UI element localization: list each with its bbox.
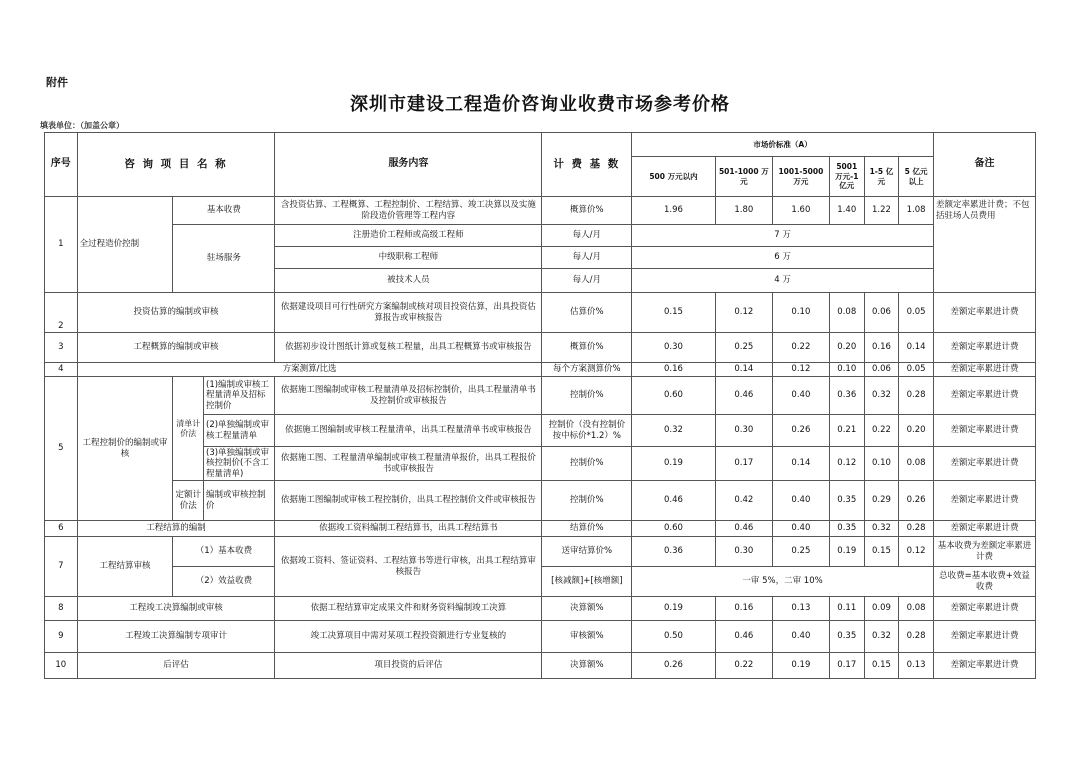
cell-value: 0.30 [715, 537, 772, 567]
row-basis: 决算额% [542, 653, 632, 679]
row-name: 工程竣工决算编制或审核 [77, 597, 275, 621]
cell-value: 0.30 [632, 333, 716, 363]
row-remark: 差额定率累进计费；不包括驻场人员费用 [933, 197, 1035, 293]
row-remark: 差额定率累进计费 [933, 415, 1035, 447]
cell-value: 0.28 [899, 621, 934, 653]
cell-value: 0.13 [772, 597, 829, 621]
cell-value: 0.35 [829, 521, 864, 537]
cell-value: 0.16 [632, 363, 716, 377]
row-remark: 差额定率累进计费 [933, 597, 1035, 621]
cell-value: 0.14 [772, 447, 829, 481]
cell-value: 0.17 [829, 653, 864, 679]
row-remark: 差额定率累进计费 [933, 621, 1035, 653]
row-remark: 差额定率累进计费 [933, 333, 1035, 363]
row-name: 后评估 [77, 653, 275, 679]
page-title: 深圳市建设工程造价咨询业收费市场参考价格 [350, 94, 730, 115]
header-c6: 5 亿元以上 [899, 157, 934, 197]
row-service: 依据工程结算审定成果文件和财务资料编制竣工决算 [275, 597, 542, 621]
header-market: 市场价标准（A） [632, 133, 934, 157]
cell-value: 一审 5%，二审 10% [632, 567, 934, 597]
cell-value: 0.21 [829, 415, 864, 447]
header-c1: 500 万元以内 [632, 157, 716, 197]
cell-value: 0.35 [829, 621, 864, 653]
cell-value: 0.26 [772, 415, 829, 447]
cell-value: 0.05 [899, 363, 934, 377]
row-name: 工程结算的编制 [77, 521, 275, 537]
cell-value: 0.40 [772, 377, 829, 415]
row-no: 8 [45, 597, 78, 621]
row-basis: 每人/月 [542, 247, 632, 269]
header-c2: 501-1000 万元 [715, 157, 772, 197]
row-service: 中级职称工程师 [275, 247, 542, 269]
cell-value: 1.80 [715, 197, 772, 225]
row-no: 7 [45, 537, 78, 597]
row-remark: 差额定率累进计费 [933, 447, 1035, 481]
cell-value: 0.14 [715, 363, 772, 377]
cell-value: 0.32 [864, 377, 899, 415]
row-service: 依据竣工资料编制工程结算书，出具工程结算书 [275, 521, 542, 537]
cell-value: 0.12 [715, 293, 772, 333]
table-row [45, 597, 1036, 621]
row-no: 6 [45, 521, 78, 537]
cell-value: 6 万 [632, 247, 934, 269]
header-basis: 计 费 基 数 [542, 133, 632, 197]
cell-value: 0.16 [715, 597, 772, 621]
cell-value: 1.40 [829, 197, 864, 225]
row-remark: 差额定率累进计费 [933, 377, 1035, 415]
cell-value: 0.08 [829, 293, 864, 333]
row-basis: 每个方案测算价% [542, 363, 632, 377]
row-basis: 送审结算价% [542, 537, 632, 567]
cell-value: 0.40 [772, 521, 829, 537]
header-c5: 1-5 亿元 [864, 157, 899, 197]
row-basis: [核减额]+[核增额] [542, 567, 632, 597]
row-group: 定额计价法 [173, 481, 204, 521]
cell-value: 0.10 [829, 363, 864, 377]
row-name: 工程概算的编制或审核 [77, 333, 275, 363]
cell-value: 0.28 [899, 377, 934, 415]
cell-value: 0.19 [632, 447, 716, 481]
row-no: 4 [45, 363, 78, 377]
cell-value: 0.12 [899, 537, 934, 567]
row-service: 项目投资的后评估 [275, 653, 542, 679]
row-remark: 差额定率累进计费 [933, 293, 1035, 333]
cell-value: 0.20 [899, 415, 934, 447]
cell-value: 0.08 [899, 597, 934, 621]
cell-value: 0.29 [864, 481, 899, 521]
cell-value: 0.16 [864, 333, 899, 363]
row-remark: 差额定率累进计费 [933, 521, 1035, 537]
cell-value: 0.26 [899, 481, 934, 521]
cell-value: 0.46 [632, 481, 716, 521]
header-c3: 1001-5000 万元 [772, 157, 829, 197]
cell-value: 0.19 [772, 653, 829, 679]
cell-value: 0.50 [632, 621, 716, 653]
row-sub: （2）效益收费 [173, 567, 275, 597]
attachment-label: 附件 [46, 76, 68, 89]
cell-value: 0.60 [632, 377, 716, 415]
cell-value: 0.32 [632, 415, 716, 447]
row-basis: 每人/月 [542, 269, 632, 293]
row-basis: 审核额% [542, 621, 632, 653]
cell-value: 0.32 [864, 621, 899, 653]
table-row [45, 225, 1036, 247]
cell-value: 0.11 [829, 597, 864, 621]
cell-value: 0.32 [864, 521, 899, 537]
row-name: 工程竣工决算编制专项审计 [77, 621, 275, 653]
row-name: 工程结算审核 [77, 537, 173, 597]
row-remark: 差额定率累进计费 [933, 653, 1035, 679]
header-service: 服务内容 [275, 133, 542, 197]
cell-value: 0.60 [632, 521, 716, 537]
row-no: 9 [45, 621, 78, 653]
cell-value: 0.12 [772, 363, 829, 377]
row-remark: 差额定率累进计费 [933, 363, 1035, 377]
row-name: 方案测算/比选 [77, 363, 542, 377]
cell-value: 0.35 [829, 481, 864, 521]
table-row [45, 363, 1036, 377]
row-remark: 基本收费为差额定率累进计费 [933, 537, 1035, 567]
row-basis: 概算价% [542, 197, 632, 225]
row-basis: 概算价% [542, 333, 632, 363]
row-no: 5 [45, 377, 78, 521]
cell-value: 0.06 [864, 293, 899, 333]
row-name: 全过程造价控制 [77, 197, 173, 293]
cell-value: 0.05 [899, 293, 934, 333]
cell-value: 1.60 [772, 197, 829, 225]
fee-table [44, 132, 1036, 679]
row-sub: 驻场服务 [173, 225, 275, 293]
row-sub: (1)编制或审核工程量清单及招标控制价 [204, 377, 275, 415]
row-service: 依据竣工资料、签证资料、工程结算书等进行审核，出具工程结算审核报告 [275, 537, 542, 597]
table-row [45, 197, 1036, 225]
row-service: 依据施工图、工程量清单编制或审核工程量清单报价，出具工程报价书或审核报告 [275, 447, 542, 481]
header-remark: 备注 [933, 133, 1035, 197]
cell-value: 0.28 [899, 521, 934, 537]
header-no: 序号 [45, 133, 78, 197]
row-service: 含投资估算、工程概算、工程控制价、工程结算、竣工决算以及实施阶段造价管理等工程内容 [275, 197, 542, 225]
cell-value: 7 万 [632, 225, 934, 247]
row-service: 竣工决算项目中需对某项工程投资额进行专业复核的 [275, 621, 542, 653]
row-service: 依据施工图编制或审核工程量清单及招标控制价，出具工程量清单书及控制价或审核报告 [275, 377, 542, 415]
cell-value: 0.40 [772, 621, 829, 653]
filler-unit-line: 填表单位：（加盖公章） [40, 121, 124, 130]
row-service: 依据初步设计图纸计算或复核工程量，出具工程概算书或审核报告 [275, 333, 542, 363]
cell-value: 0.46 [715, 521, 772, 537]
cell-value: 0.22 [715, 653, 772, 679]
row-service: 注册造价工程师或高级工程师 [275, 225, 542, 247]
cell-value: 0.12 [829, 447, 864, 481]
row-service: 依据施工图编制或审核工程控制价，出具工程控制价文件或审核报告 [275, 481, 542, 521]
cell-value: 0.19 [632, 597, 716, 621]
row-name: 投资估算的编制或审核 [77, 293, 275, 333]
cell-value: 0.42 [715, 481, 772, 521]
header-c4: 5001 万元-1 亿元 [829, 157, 864, 197]
row-service: 依据建设项目可行性研究方案编制或核对项目投资估算，出具投资估算报告或审核报告 [275, 293, 542, 333]
row-no: 3 [45, 333, 78, 363]
row-sub: (2)单独编制或审核工程量清单 [204, 415, 275, 447]
row-basis: 决算额% [542, 597, 632, 621]
cell-value: 0.15 [864, 537, 899, 567]
cell-value: 0.06 [864, 363, 899, 377]
cell-value: 0.15 [864, 653, 899, 679]
row-basis: 控制价% [542, 447, 632, 481]
cell-value: 1.96 [632, 197, 716, 225]
cell-value: 0.36 [829, 377, 864, 415]
cell-value: 0.30 [715, 415, 772, 447]
table-row [45, 621, 1036, 653]
header-project: 咨 询 项 目 名 称 [77, 133, 275, 197]
cell-value: 0.25 [772, 537, 829, 567]
row-sub: 编制或审核控制价 [204, 481, 275, 521]
row-service: 被技术人员 [275, 269, 542, 293]
table-row [45, 521, 1036, 537]
cell-value: 0.08 [899, 447, 934, 481]
cell-value: 0.46 [715, 377, 772, 415]
cell-value: 1.22 [864, 197, 899, 225]
table-row [45, 333, 1036, 363]
cell-value: 0.40 [772, 481, 829, 521]
row-basis: 控制价（没有控制价按中标价*1.2）% [542, 415, 632, 447]
cell-value: 0.17 [715, 447, 772, 481]
table-row [45, 481, 1036, 521]
table-row [45, 653, 1036, 679]
row-basis: 控制价% [542, 377, 632, 415]
row-remark: 总收费=基本收费+效益收费 [933, 567, 1035, 597]
cell-value: 0.20 [829, 333, 864, 363]
row-basis: 估算价% [542, 293, 632, 333]
cell-value: 0.19 [829, 537, 864, 567]
cell-value: 0.22 [772, 333, 829, 363]
row-no: 2 [45, 293, 78, 333]
cell-value: 1.08 [899, 197, 934, 225]
row-no: 1 [45, 197, 78, 293]
row-basis: 控制价% [542, 481, 632, 521]
row-basis: 结算价% [542, 521, 632, 537]
cell-value: 0.22 [864, 415, 899, 447]
cell-value: 0.13 [899, 653, 934, 679]
row-name: 工程控制价的编制或审核 [77, 377, 173, 521]
row-sub: (3)单独编制或审核控制价(不含工程量清单) [204, 447, 275, 481]
header-row [45, 133, 1036, 157]
table-row [45, 537, 1036, 567]
cell-value: 0.25 [715, 333, 772, 363]
row-basis: 每人/月 [542, 225, 632, 247]
cell-value: 0.26 [632, 653, 716, 679]
row-sub: 基本收费 [173, 197, 275, 225]
row-sub: （1）基本收费 [173, 537, 275, 567]
cell-value: 4 万 [632, 269, 934, 293]
row-no: 10 [45, 653, 78, 679]
cell-value: 0.46 [715, 621, 772, 653]
cell-value: 0.09 [864, 597, 899, 621]
table-row [45, 377, 1036, 415]
cell-value: 0.14 [899, 333, 934, 363]
cell-value: 0.15 [632, 293, 716, 333]
cell-value: 0.36 [632, 537, 716, 567]
table-row [45, 293, 1036, 333]
row-group: 清单计价法 [173, 377, 204, 481]
cell-value: 0.10 [864, 447, 899, 481]
row-service: 依据施工图编制或审核工程量清单，出具工程量清单书或审核报告 [275, 415, 542, 447]
row-remark: 差额定率累进计费 [933, 481, 1035, 521]
cell-value: 0.10 [772, 293, 829, 333]
